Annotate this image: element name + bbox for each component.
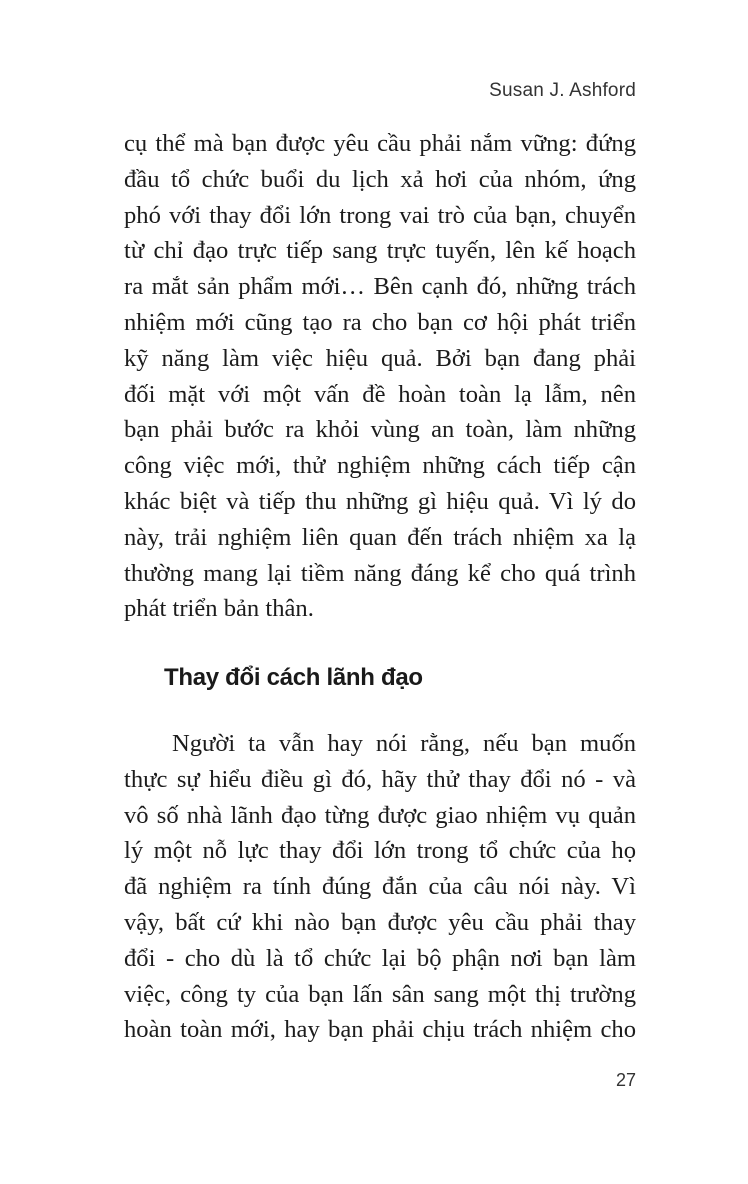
text-line: thường mang lại tiềm năng đáng kể cho quá trình (124, 559, 636, 587)
text-line: Người ta vẫn hay nói rằng, nếu bạn muốn (172, 730, 636, 757)
text-line: đầu tổ chức buổi du lịch xả hơi của nhóm, ứng (124, 165, 636, 193)
text-line: đối mặt với một vấn đề hoàn toàn lạ lẫm, nên (124, 380, 636, 408)
text-line: khác biệt và tiếp thu những gì hiệu quả. Vì lý do (124, 487, 636, 515)
text-line: bạn phải bước ra khỏi vùng an toàn, làm những (124, 416, 636, 444)
text-line: đã nghiệm ra tính đúng đắn của câu nói này. Vì (124, 873, 636, 901)
text-line: từ chỉ đạo trực tiếp sang trực tuyến, lên kế hoạch (124, 237, 636, 265)
text-line: kỹ năng làm việc hiệu quả. Bởi bạn đang phải (124, 344, 636, 372)
body-paragraph-2 (124, 726, 636, 1048)
body-paragraph-1 (124, 126, 636, 627)
text-line: cụ thể mà bạn được yêu cầu phải nắm vững: đứng (124, 130, 636, 157)
text-line: lý một nỗ lực thay đổi lớn trong tổ chức của họ (124, 837, 636, 865)
text-line: đổi - cho dù là tổ chức lại bộ phận nơi bạn làm (124, 944, 636, 972)
text-line: phát triển bản thân. (124, 595, 314, 623)
text-line: này, trải nghiệm liên quan đến trách nhiệm xa lạ (124, 523, 636, 551)
text-line: hoàn toàn mới, hay bạn phải chịu trách nhiệm cho (124, 1016, 636, 1044)
running-header-author: Susan J. Ashford (489, 80, 636, 101)
text-line: vậy, bất cứ khi nào bạn được yêu cầu phải thay (124, 908, 636, 936)
text-line: nhiệm mới cũng tạo ra cho bạn cơ hội phát triển (124, 308, 636, 336)
text-line: thực sự hiểu điều gì đó, hãy thử thay đổi nó - và (124, 765, 636, 793)
text-line: vô số nhà lãnh đạo từng được giao nhiệm vụ quản (124, 801, 636, 829)
text-line: công việc mới, thử nghiệm những cách tiếp cận (124, 452, 636, 480)
section-heading: Thay đổi cách lãnh đạo (164, 664, 423, 691)
text-line: ra mắt sản phẩm mới… Bên cạnh đó, những trách (124, 273, 636, 301)
text-line: phó với thay đổi lớn trong vai trò của bạn, chuyển (124, 201, 636, 229)
page-number: 27 (615, 1070, 636, 1090)
text-line: việc, công ty của bạn lấn sân sang một thị trường (124, 980, 636, 1008)
